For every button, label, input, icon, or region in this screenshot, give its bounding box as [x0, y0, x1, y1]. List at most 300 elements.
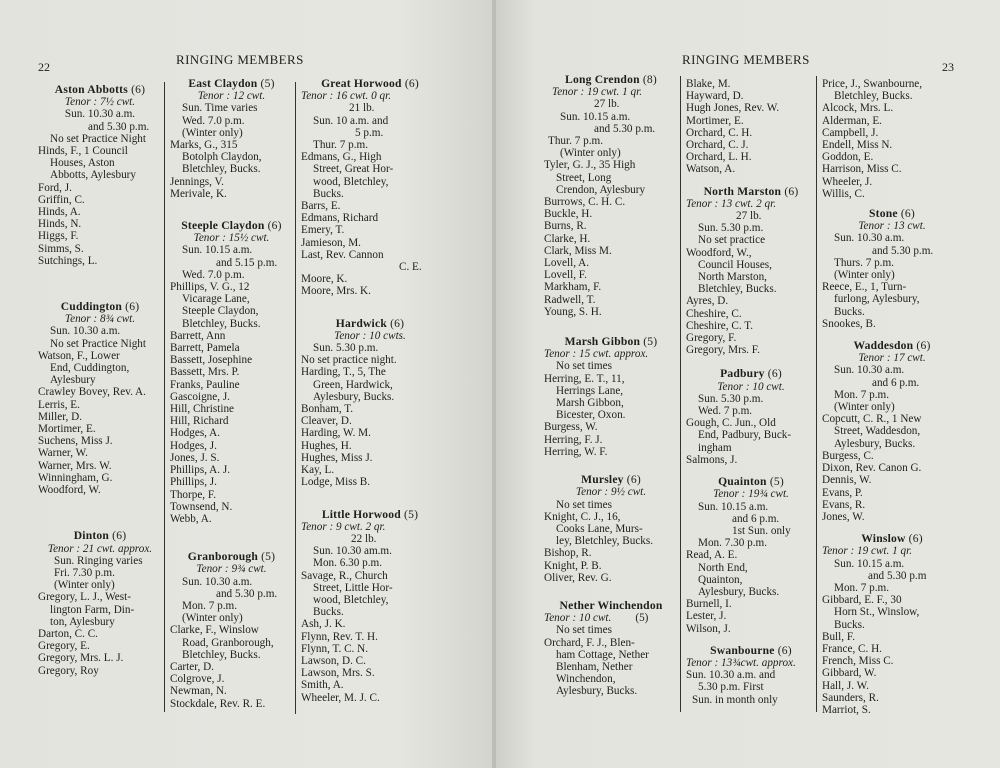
member-name: Alderman, E.	[822, 114, 882, 127]
member-address: North Marston,	[698, 271, 767, 284]
member-name: Hinds, A.	[38, 206, 81, 219]
member-name: Hughes, Miss J.	[301, 451, 373, 464]
practice-night: No set times	[556, 360, 612, 373]
member-name: Barrett, Pamela	[170, 342, 240, 355]
member-name: Last, Rev. Cannon	[301, 248, 384, 261]
member-name: Flynn, Rev. T. H.	[301, 630, 378, 643]
member-address: ley, Bletchley, Bucks.	[556, 535, 654, 548]
tower-name: Long Crendon (8)	[565, 73, 657, 86]
member-name: Wilson, J.	[686, 622, 731, 635]
tenor-weight: Tenor : 19¾ cwt.	[713, 488, 789, 501]
tenor-weight: 27 lb.	[736, 210, 762, 223]
member-name: Gibbard, W.	[822, 667, 877, 680]
tower-name: East Claydon (5)	[188, 77, 275, 90]
tower-entry-great-horwood	[301, 78, 439, 298]
member-name: Clarke, H.	[544, 232, 591, 245]
member-address: North End,	[698, 561, 748, 574]
member-name: Herring, E. T., 11,	[544, 372, 625, 385]
member-address: Winchendon,	[556, 673, 616, 686]
member-name: Burns, R.	[544, 220, 587, 233]
member-name: Winningham, G.	[38, 471, 113, 484]
member-name: Gregory, E.	[38, 640, 90, 653]
member-name: Ford, J.	[38, 181, 72, 194]
right-page	[496, 0, 1000, 768]
member-address: Abbotts, Aylesbury	[50, 169, 136, 182]
member-name: Lawson, Mrs. S.	[301, 667, 375, 680]
tower-entry-steeple-claydon	[170, 220, 293, 525]
member-address: ham Cottage, Nether	[556, 648, 649, 661]
member-name: Warner, Mrs. W.	[38, 459, 112, 472]
member-name: Simms, S.	[38, 242, 84, 255]
member-name: Burgess, C.	[822, 449, 874, 462]
service-times: Sun. 10.30 a.m.	[64, 108, 136, 121]
member-address: wood, Bletchley,	[313, 593, 389, 606]
member-name: Orchard, L. H.	[686, 151, 752, 164]
member-name: Hill, Richard	[170, 415, 229, 428]
member-name: Mortimer, E.	[686, 114, 744, 127]
member-name: Hill, Christine	[170, 403, 235, 416]
service-times: Sun. 10.30 a.m.	[834, 232, 905, 245]
tenor-weight: Tenor : 9½ cwt.	[575, 486, 647, 499]
member-name: Blake, M.	[686, 78, 731, 90]
service-times: 5.30 p.m. First	[698, 681, 764, 694]
practice-night: Thurs. 7 p.m.	[834, 256, 894, 269]
tower-entry-mursley	[544, 474, 678, 584]
tower-entry-east-claydon	[170, 78, 293, 200]
tenor-weight: Tenor : 13 cwt. 2 qr.	[686, 197, 777, 210]
member-name: Hall, J. W.	[822, 679, 869, 692]
practice-night: Fri. 7.30 p.m.	[54, 566, 115, 579]
tenor-weight: Tenor : 9¾ cwt.	[196, 563, 267, 576]
member-name: Bassett, Josephine	[170, 354, 253, 367]
member-address: Road, Granborough,	[182, 636, 274, 649]
tower-entry-granborough	[170, 551, 293, 710]
member-address: ton, Aylesbury	[50, 615, 115, 628]
member-name: Goddon, E.	[822, 151, 874, 164]
service-times: Sun. 10.30 a.m. and	[686, 669, 776, 682]
column-rule	[164, 82, 165, 712]
service-times: Sun. 10.30 a.m.	[182, 575, 253, 588]
member-name: Newman, N.	[170, 685, 227, 698]
member-name: Hodges, J.	[170, 439, 217, 452]
tower-name: Padbury (6)	[720, 367, 782, 381]
member-name: Phillips, A. J.	[170, 464, 230, 477]
member-name: Suchens, Miss J.	[38, 435, 113, 448]
member-name: Ayres, D.	[686, 295, 729, 308]
column	[38, 84, 162, 677]
service-times: Sun. 10.30 a.m.	[834, 364, 905, 377]
member-name: Harding, W. M.	[301, 427, 371, 440]
continued-member-list	[822, 78, 962, 200]
tenor-weight: Tenor : 17 cwt.	[858, 352, 926, 365]
tenor-weight: Tenor : 7½ cwt.	[64, 96, 136, 109]
practice-night: Mon. 7.30 p.m.	[698, 537, 767, 550]
tenor-weight: 27 lb.	[594, 98, 620, 111]
column	[170, 78, 293, 710]
service-times: Sun. 10.30 am.m.	[313, 545, 392, 558]
tower-entry-aston-abbotts	[38, 84, 162, 267]
tower-entry-stone	[822, 208, 962, 330]
column-rule	[295, 82, 296, 714]
member-name: Gregory, F.	[686, 332, 737, 345]
member-name: Gregory, Mrs. L. J.	[38, 652, 124, 665]
member-name: C. E.	[399, 261, 422, 274]
tenor-weight: 21 lb.	[349, 102, 375, 115]
service-times: Sun. 10.15 a.m.	[182, 244, 253, 257]
member-name: Campbell, J.	[822, 126, 879, 139]
service-times: 5 p.m.	[355, 126, 384, 139]
tenor-weight: Tenor : 19 cwt. 1 qr.	[552, 86, 643, 99]
member-name: Hinds, N.	[38, 218, 82, 231]
member-name: Lovell, A.	[544, 257, 590, 270]
column-rule	[680, 76, 681, 712]
member-address: End, Padbury, Buck-	[698, 429, 792, 442]
service-times: Sun. 5.30 p.m.	[698, 392, 764, 405]
column	[544, 74, 678, 698]
running-title: RINGING MEMBERS	[176, 52, 304, 67]
member-name: Hinds, F., 1 Council	[38, 145, 128, 158]
member-name: Gibbard, E. F., 30	[822, 594, 902, 607]
member-name: Herring, W. F.	[544, 445, 608, 458]
left-page	[0, 0, 494, 768]
tower-entry-waddesdon	[822, 340, 962, 523]
service-times: and 6 p.m.	[872, 376, 920, 389]
tenor-weight: Tenor : 13¾cwt. approx.	[686, 656, 796, 669]
member-name: Lodge, Miss B.	[301, 476, 370, 489]
tower-name: Swanbourne (6)	[710, 643, 792, 657]
practice-night: Thur. 7 p.m.	[313, 139, 369, 152]
tower-entry-winslow	[822, 533, 962, 716]
service-times: and 5.30 p.m.	[872, 244, 934, 257]
member-address: Aylesbury, Bucks.	[313, 390, 395, 403]
member-address: Aylesbury, Bucks.	[698, 585, 780, 598]
member-name: Endell, Miss N.	[822, 139, 893, 152]
member-name: Radwell, T.	[544, 293, 596, 306]
practice-night: Mon. 6.30 p.m.	[313, 557, 382, 570]
tenor-weight: Tenor : 15½ cwt.	[193, 232, 270, 245]
tower-entry-marsh-gibbon	[544, 336, 678, 458]
member-name: Edmans, G., High	[301, 151, 382, 164]
member-name: Sutchings, L.	[38, 254, 98, 267]
service-times: and 5.30 p.m.	[594, 122, 656, 135]
practice-night: Mon. 7 p.m.	[834, 581, 890, 594]
tower-entry-nether-winchendon	[544, 600, 678, 698]
member-address: Council Houses,	[698, 258, 772, 271]
member-name: Wheeler, J.	[822, 175, 873, 188]
practice-note: (Winter only)	[834, 269, 895, 282]
member-name: Cheshire, C. T.	[686, 319, 754, 332]
member-address: Vicarage Lane,	[182, 293, 250, 306]
member-name: Markham, F.	[544, 281, 602, 294]
member-address: Marsh Gibbon,	[556, 397, 624, 410]
tenor-weight: Tenor : 21 cwt. approx.	[47, 542, 153, 555]
member-address: Bucks.	[313, 606, 344, 619]
service-times: Sun. 10 a.m. and	[313, 114, 389, 127]
member-name: Warner, W.	[38, 447, 88, 460]
tower-entry-dinton	[38, 530, 162, 676]
member-address: Botolph Claydon,	[182, 151, 262, 164]
running-title: RINGING MEMBERS	[682, 52, 810, 67]
member-name: Crawley Bovey, Rev. A.	[38, 386, 146, 399]
tenor-weight: Tenor : 15 cwt. approx.	[544, 348, 649, 361]
tower-name: Dinton (6)	[73, 529, 127, 543]
tower-entry-swanbourne	[686, 645, 816, 706]
member-name: Jamieson, M.	[301, 236, 361, 249]
tenor-weight: Tenor : 10 cwt.	[717, 380, 785, 393]
member-name: Barrs, E.	[301, 200, 341, 213]
member-address: Houses, Aston	[50, 157, 115, 170]
tower-name: Quainton (5)	[718, 475, 784, 489]
member-name: Griffin, C.	[38, 193, 85, 206]
member-address: Street, Waddesdon,	[834, 425, 921, 438]
member-name: Bassett, Mrs. P.	[170, 366, 240, 379]
member-name: Gascoigne, J.	[170, 390, 230, 403]
member-name: Lawson, D. C.	[301, 654, 366, 667]
member-name: Higgs, F.	[38, 230, 79, 243]
member-name: Gregory, Mrs. F.	[686, 344, 760, 357]
member-name: Price, J., Swanbourne,	[822, 78, 923, 90]
member-name: Young, S. H.	[544, 305, 602, 318]
member-name: Stockdale, Rev. R. E.	[170, 697, 266, 710]
service-times: Sun. 10.15 a.m.	[560, 110, 631, 123]
tower-name: Marsh Gibbon (5)	[564, 335, 658, 349]
member-name: Lester, J.	[686, 610, 727, 623]
member-name: Burrows, C. H. C.	[544, 196, 626, 209]
member-name: Marks, G., 315	[170, 139, 238, 152]
member-name: Moore, Mrs. K.	[301, 285, 371, 298]
column	[686, 78, 816, 706]
tower-name: Little Horwood (5)	[321, 507, 419, 521]
member-name: Oliver, Rev. G.	[544, 571, 612, 584]
member-name: Hayward, D.	[686, 90, 744, 103]
tower-name: Cuddington (6)	[60, 300, 140, 314]
member-name: Hodges, A.	[170, 427, 221, 440]
member-name: Phillips, V. G., 12	[170, 281, 250, 294]
member-name: Smith, A.	[301, 679, 344, 692]
service-times: Sun. 5.30 p.m.	[698, 222, 764, 235]
member-name: Emery, T.	[301, 224, 345, 237]
tenor-weight: Tenor : 13 cwt.	[858, 220, 926, 233]
member-name: Townsend, N.	[170, 500, 233, 513]
column	[822, 78, 962, 716]
member-name: Orchard, F. J., Blen-	[544, 636, 635, 649]
tower-entry-quainton	[686, 476, 816, 635]
practice-night: No set practice night.	[301, 354, 397, 367]
member-name: Phillips, J.	[170, 476, 217, 489]
member-name: Orchard, C. J.	[686, 139, 749, 152]
tower-name: North Marston (6)	[703, 184, 799, 198]
service-times: and 5.15 p.m.	[216, 256, 278, 269]
service-times: Sun. 10.15 a.m.	[834, 557, 905, 570]
member-address: End, Cuddington,	[50, 362, 130, 375]
member-address: Horn St., Winslow,	[834, 606, 920, 619]
service-note: Sun. in month only	[692, 693, 778, 706]
practice-night: Mon. 7 p.m.	[834, 388, 890, 401]
tower-name: Stone (6)	[869, 207, 915, 221]
practice-note: (Winter only)	[182, 126, 243, 139]
member-name: Buckle, H.	[544, 208, 593, 221]
member-name: Flynn, T. C. N.	[301, 642, 369, 655]
practice-night: No set times	[556, 624, 612, 637]
member-name: Carter, D.	[170, 660, 214, 673]
tower-name: Mursley (6)	[581, 473, 641, 487]
member-name: Watson, F., Lower	[38, 349, 120, 362]
member-name: Marriot, S.	[822, 703, 871, 716]
member-name: Savage, R., Church	[301, 569, 388, 582]
member-name: Evans, P.	[822, 486, 863, 499]
tower-entry-long-crendon	[544, 74, 678, 318]
service-times: Sun. 10.15 a.m.	[698, 500, 769, 513]
member-name: France, C. H.	[822, 642, 882, 655]
member-name: Dixon, Rev. Canon G.	[822, 462, 922, 475]
practice-night: No set times	[556, 498, 612, 511]
member-name: Orchard, C. H.	[686, 126, 753, 139]
member-address: wood, Bletchley,	[313, 175, 389, 188]
tenor-weight: Tenor : 8¾ cwt.	[64, 313, 136, 326]
member-name: Kay, L.	[301, 464, 335, 477]
member-name: Reece, E., 1, Turn-	[822, 281, 907, 294]
member-name: Copcutt, C. R., 1 New	[822, 413, 922, 426]
member-name: Lovell, F.	[544, 269, 587, 282]
member-name: Miller, D.	[38, 410, 82, 423]
member-name: Cheshire, C.	[686, 307, 742, 320]
practice-note: (Winter only)	[834, 401, 895, 414]
member-address: Quainton,	[698, 573, 743, 586]
continued-member-list	[686, 78, 816, 176]
member-name: Bishop, R.	[544, 547, 592, 560]
member-address: Bletchley, Bucks.	[698, 283, 777, 296]
member-address: lington Farm, Din-	[50, 603, 135, 616]
member-name: Bonham, T.	[301, 403, 354, 416]
practice-note: (Winter only)	[54, 579, 115, 592]
member-name: Colgrove, J.	[170, 673, 225, 686]
tower-entry-padbury	[686, 368, 816, 466]
member-name: Read, A. E.	[686, 549, 738, 562]
member-name: Jennings, V.	[170, 175, 224, 188]
tenor-weight: Tenor : 10 cwts.	[334, 329, 406, 342]
member-name: Knight, C. J., 16,	[544, 510, 621, 523]
member-name: Evans, R.	[822, 498, 866, 511]
tenor-weight: Tenor : 16 cwt. 0 qr.	[301, 90, 392, 103]
tower-name: Waddesdon (6)	[853, 339, 931, 353]
service-times: Sun. Ringing varies	[54, 554, 143, 567]
member-address: Bletchley, Bucks.	[182, 317, 261, 330]
service-note: 1st Sun. only	[732, 524, 791, 537]
page-number: 23	[942, 60, 954, 74]
member-name: Mortimer, E.	[38, 423, 96, 436]
practice-night: Wed. 7.0 p.m.	[182, 114, 245, 127]
member-name: Burgess, W.	[544, 421, 598, 434]
tower-name: Aston Abbotts (6)	[54, 83, 146, 96]
member-name: Watson, A.	[686, 163, 736, 176]
member-name: Merivale, K.	[170, 187, 227, 200]
member-name: Herring, F. J.	[544, 433, 603, 446]
tenor-weight: 22 lb.	[351, 532, 377, 545]
column	[301, 78, 439, 704]
member-name: Harding, T., 5, The	[301, 366, 386, 379]
practice-night: No set practice	[698, 234, 766, 247]
member-name: Webb, A.	[170, 512, 212, 525]
member-name: French, Miss C.	[822, 655, 894, 668]
member-address: Street, Great Hor-	[313, 163, 394, 176]
practice-note: (Winter only)	[182, 612, 243, 625]
service-times: and 5.30 p.m	[868, 569, 927, 582]
member-address: furlong, Aylesbury,	[834, 293, 920, 306]
member-address: Bletchley, Bucks.	[182, 648, 261, 661]
practice-note: (Winter only)	[560, 147, 621, 160]
member-name: Wheeler, M. J. C.	[301, 691, 380, 704]
member-name: Gough, C. Jun., Old	[686, 417, 776, 430]
tower-entry-north-marston	[686, 186, 816, 357]
member-name: Clarke, F., Winslow	[170, 624, 259, 637]
member-name: Snookes, B.	[822, 317, 876, 330]
member-name: Darton, C. C.	[38, 627, 98, 640]
page-number: 22	[38, 60, 50, 74]
member-name: Knight, P. B.	[544, 559, 602, 572]
member-name: Gregory, Roy	[38, 664, 99, 677]
member-name: Edmans, Richard	[301, 212, 379, 225]
member-name: Saunders, R.	[822, 691, 879, 704]
member-name: Lerris, E.	[38, 398, 80, 411]
member-name: Thorpe, F.	[170, 488, 217, 501]
member-name: Dennis, W.	[822, 474, 872, 487]
tower-entry-hardwick	[301, 318, 439, 489]
member-name: Barrett, Ann	[170, 329, 226, 342]
member-name: Woodford, W.,	[686, 246, 752, 259]
member-address: Bletchley, Bucks.	[834, 90, 913, 103]
member-name: Franks, Pauline	[170, 378, 240, 391]
practice-night: No set Practice Night	[50, 337, 147, 350]
tenor-weight: Tenor : 10 cwt. (5)	[544, 612, 649, 625]
member-address: Bucks.	[313, 187, 344, 200]
member-name: Burnell, I.	[686, 598, 732, 611]
member-address: Street, Little Hor-	[313, 581, 393, 594]
member-name: Hughes, H.	[301, 439, 352, 452]
service-times: Sun. 10.30 a.m.	[50, 325, 121, 338]
tower-name: Hardwick (6)	[335, 316, 405, 330]
tower-entry-cuddington	[38, 301, 162, 496]
practice-night: Wed. 7 p.m.	[698, 405, 753, 418]
member-address: Aylesbury, Bucks.	[556, 685, 638, 698]
member-address: Green, Hardwick,	[313, 378, 393, 391]
member-address: Crendon, Aylesbury	[556, 183, 646, 196]
member-address: Herrings Lane,	[556, 384, 624, 397]
member-name: Ash, J. K.	[301, 618, 346, 631]
member-name: Clark, Miss M.	[544, 244, 612, 257]
member-name: Salmons, J.	[686, 453, 738, 466]
member-address: Steeple Claydon,	[182, 305, 259, 318]
member-address: Aylesbury	[50, 374, 96, 387]
service-times: and 5.30 p.m.	[88, 120, 150, 133]
member-address: Blenham, Nether	[556, 660, 633, 673]
tower-name: Granborough (5)	[187, 550, 276, 564]
practice-night: Mon. 7 p.m.	[182, 599, 238, 612]
tenor-weight: Tenor : 9 cwt. 2 qr.	[301, 520, 386, 533]
tower-entry-little-horwood	[301, 509, 439, 704]
tenor-weight: Tenor : 12 cwt.	[197, 90, 266, 103]
member-name: Jones, J. S.	[170, 451, 220, 464]
service-times: and 5.30 p.m.	[216, 587, 278, 600]
member-address: Bletchley, Bucks.	[182, 163, 261, 176]
member-name: Cleaver, D.	[301, 415, 352, 428]
practice-night: Wed. 7.0 p.m.	[182, 268, 245, 281]
practice-night: Thur. 7 p.m.	[548, 135, 604, 148]
practice-night: No set Practice Night	[50, 132, 147, 145]
member-address: Cooks Lane, Murs-	[556, 522, 643, 535]
member-name: Moore, K.	[301, 273, 348, 286]
member-name: Tyler, G. J., 35 High	[544, 159, 636, 172]
member-name: Hugh Jones, Rev. W.	[686, 102, 780, 115]
